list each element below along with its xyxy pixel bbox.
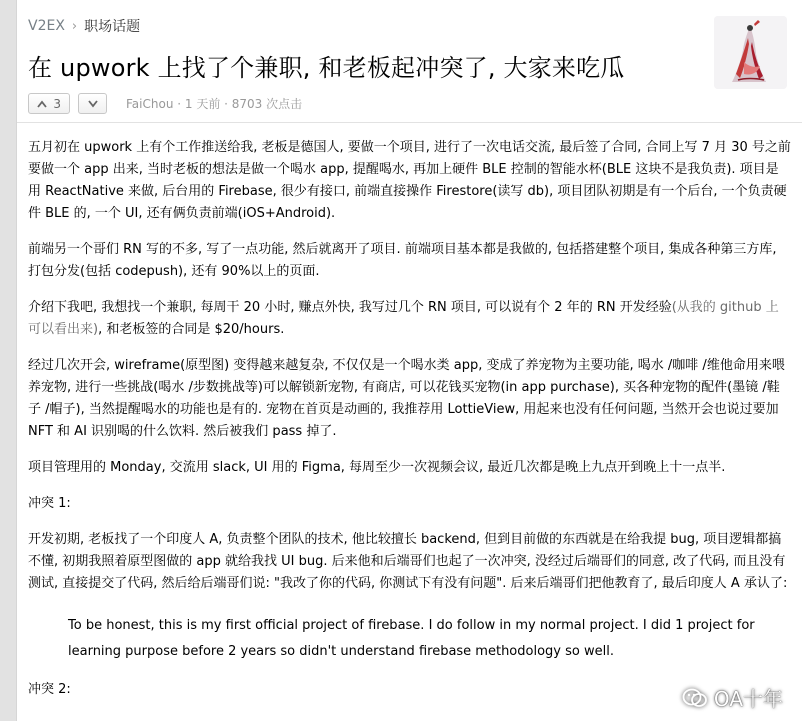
- author-avatar[interactable]: [714, 16, 787, 89]
- content-paragraph-4: 经过几次开会, wireframe(原型图) 变得越来越复杂, 不仅仅是一个喝水类 app, 变成了养宠物为主要功能, 喝水 /咖啡 /维他命用来喂养宠物, 进行一些挑战(喝水 /步数挑战等)可以解锁新宠物, 有商店, 可以花钱买宠物(in app purchase), 买各种宠物的配件(墨镜 /鞋子 /帽子), 当然提醒喝水的功能也是有的. 宠物在首页是动画的, 我推荐用 LottieView, 用起来也没有任何问题, 当然开会也说过要加 NFT 和 AI 识别喝的什么饮料. 然后被我们 pass 掉了.: [28, 358, 785, 439]
- watermark: [682, 683, 783, 712]
- content-paragraph-3-tail: , 和老板签的合同是 $20/hours.: [98, 322, 285, 337]
- topic-content: [17, 123, 802, 701]
- avatar-illustration-icon: [714, 16, 787, 89]
- author-link[interactable]: FaiChou: [126, 97, 174, 111]
- watermark-text: OA十年: [713, 687, 783, 711]
- breadcrumb-node-link[interactable]: 职场话题: [84, 19, 141, 35]
- topic-card: [16, 0, 802, 721]
- breadcrumb: [28, 16, 140, 36]
- conflict-1-heading: 冲突 1:: [28, 496, 71, 511]
- conflict-2-heading: 冲突 2:: [28, 682, 71, 697]
- topic-header: [17, 0, 802, 123]
- topic-title: 在 upwork 上找了个兼职, 和老板起冲突了, 大家来吃瓜: [28, 54, 625, 82]
- wechat-official-account-icon: [682, 687, 708, 709]
- upvote-icon: [37, 100, 47, 108]
- content-paragraph-3-text: 介绍下我吧, 我想找一个兼职, 每周干 20 小时, 赚点外快, 我写过几个 RN 项目, 可以说有个 2 年的 RN 开发经验: [28, 300, 672, 315]
- content-paragraph-2: 前端另一个哥们 RN 写的不多, 写了一点功能, 然后就离开了项目. 前端项目基本都是我做的, 包括搭建整个项目, 集成各种第三方库, 打包分发(包括 codepush), 还有 90%以上的页面.: [28, 242, 777, 279]
- downvote-button[interactable]: [78, 93, 107, 114]
- upvote-button[interactable]: [28, 93, 70, 114]
- topic-meta-text: [126, 95, 302, 112]
- upvote-count: 3: [53, 96, 61, 111]
- blockquote: To be honest, this is my first official project of firebase. I do follow in my normal project. I did 1 project for learning purpose before 2 years so didn't understand firebase methodology so well.: [68, 618, 755, 659]
- content-paragraph-6: 开发初期, 老板找了一个印度人 A, 负责整个团队的技术, 他比较擅长 backend, 但到目前做的东西就是在给我提 bug, 项目逻辑都搞不懂, 初期我照着原型图做的 app 就给我找 UI bug. 后来他和后端哥们也起了一次冲突, 没经过后端哥们的同意, 改了代码, 而且没有测试, 直接提交了代码, 然后给后端哥们说: "我改了你的代码, 你测试下有没有问题". 后来后端哥们把他教育了, 最后印度人 A 承认了:: [28, 532, 788, 591]
- topic-meta: [28, 93, 302, 114]
- breadcrumb-home-link[interactable]: V2EX: [28, 18, 65, 34]
- topic-stats: · 1 天前 · 8703 次点击: [173, 97, 303, 111]
- downvote-icon: [88, 100, 98, 108]
- content-paragraph-3: [28, 297, 791, 341]
- content-paragraph-5: 项目管理用的 Monday, 交流用 slack, UI 用的 Figma, 每周至少一次视频会议, 最近几次都是晚上九点开到晚上十一点半.: [28, 460, 726, 475]
- content-paragraph-1: 五月初在 upwork 上有个工作推送给我, 老板是德国人, 要做一个项目, 进行了一次电话交流, 最后签了合同, 合同上写 7 月 30 号之前要做一个 app 出来, 当时老板的想法是做一个喝水 app, 提醒喝水, 再加上硬件 BLE 控制的智能水杯(BLE 这块不是我负责). 项目是用 ReactNative 来做, 后台用的 Firebase, 很少有接口, 前端直接操作 Firestore(读写 db), 项目团队初期是有一个后台, 一个负责硬件 BLE 的, 一个 UI, 还有俩负责前端(iOS+Android).: [28, 140, 791, 221]
- github-note: (从我的 github 上可以看出来): [28, 300, 779, 337]
- breadcrumb-separator: ›: [71, 18, 78, 34]
